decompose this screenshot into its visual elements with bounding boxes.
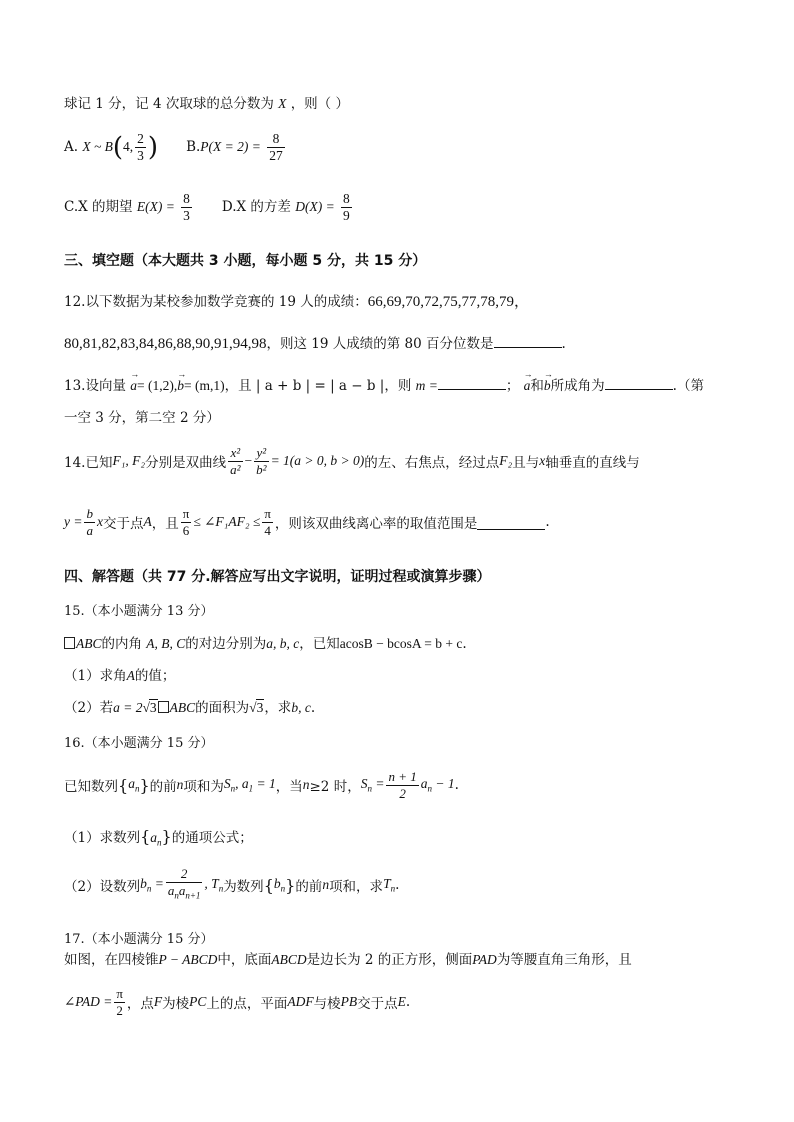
- option-b: B.P(X = 2) = $\frac{8}{27}$: [186, 130, 283, 163]
- q17-header: 17.（本小题满分 15 分）: [64, 932, 214, 947]
- intro-tail: ，则（ ）: [290, 96, 349, 112]
- q13-line-1: 13.设向量 → a= (1,2),→ b= (m,1)，且 | a + b | = | a − b |，则 m = ； → a和→ b所成角为 .（第: [64, 374, 704, 394]
- q14-line-1: 14.已知 F₁, F₂ 分别是双曲线 $\frac{\text{x²}}{\text{a²}}$ − $\frac{\text{y²}}{\text{b²}}$ = 1(a > 0, b > 0) 的左、右焦点，经过点 F₂ 且与 x 轴垂直的直线与: [64, 444, 640, 477]
- intro-var: X: [278, 96, 287, 111]
- q17-line-2: ∠PAD = $\frac{\pi}{2}$ ，点 F 为棱 PC 上的点，平面 ADF 与棱 PB 交于点 E .: [64, 985, 411, 1018]
- triangle-icon: [64, 637, 75, 649]
- q16-header: 16.（本小题满分 15 分）: [64, 736, 214, 751]
- section-3-title: 三、填空题（本大题共 3 小题，每小题 5 分，共 15 分）: [64, 253, 427, 269]
- q16-part-2: （2）设数列 $b_n$ = $\frac{2}{a_na_{n+1}}$ , $T_n$ 为数列 { $b_n$ } 的前 n 项和，求 $T_n$ .: [64, 866, 400, 901]
- option-c: C.X 的期望 E(X) = $\frac{8}{3}$: [64, 190, 190, 223]
- q16-stem: 已知数列 { $a_n$ } 的前 n 项和为 $S_n$, $a_1 = 1$ ，当 n ≥2 时， $S_n$ = $\frac{n + 1}{2}$ $a_n - 1$ .: [64, 768, 459, 801]
- option-a: A. X ~ B(4, $\frac{2}{3}$ ): [64, 130, 159, 163]
- q16-part-1: （1）求数列$\{a_n\}$的通项公式；: [64, 827, 253, 848]
- options-row-1: [64, 124, 287, 170]
- intro-line: [64, 92, 349, 112]
- q12-answer-blank[interactable]: [494, 333, 562, 348]
- section-4-title: 四、解答题（共 77 分.解答应写出文字说明，证明过程或演算步骤）: [64, 569, 491, 585]
- options-row-2: [64, 184, 354, 230]
- q13-line-2: 一空 3 分，第二空 2 分）: [64, 410, 220, 426]
- q15-part-1: （1）求角A的值；: [64, 668, 176, 684]
- q14-line-2: y = $\frac{b}{a}$ x 交于点 A ，且 $\frac{\pi}{6}$ ≤ ∠F₁AF₂ ≤ $\frac{\pi}{4}$ ，则该双曲线离心率的取值范围是 .: [64, 505, 550, 538]
- q12-line-1: 12.以下数据为某校参加数学竞赛的 19 人的成绩：66,69,70,72,75,77,78,79，: [64, 294, 529, 310]
- q13-answer-blank-1[interactable]: [438, 375, 506, 390]
- triangle-icon: [158, 701, 169, 713]
- option-d: D.X 的方差 D(X) = $\frac{8}{9}$: [221, 190, 350, 223]
- q14-answer-blank[interactable]: [477, 515, 545, 530]
- q17-line-1: 如图，在四棱锥P − ABCD中，底面ABCD是边长为 2 的正方形，侧面PAD为等腰直角三角形，且: [64, 952, 632, 968]
- q13-answer-blank-2[interactable]: [605, 375, 673, 390]
- intro-text: 球记 1 分，记 4 次取球的总分数为: [64, 96, 274, 112]
- q15-stem: ABC的内角 A, B, C的对边分别为a, b, c，已知acosB − bcosA = b + c.: [64, 632, 467, 652]
- q15-part-2: （2）若a = 2√3 ABC的面积为√3，求b, c.: [64, 700, 316, 716]
- q12-line-2: 80,81,82,83,84,86,88,90,91,94,98，则这 19 人成绩的第 80 百分位数是 .: [64, 332, 566, 353]
- q15-header: 15.（本小题满分 13 分）: [64, 604, 214, 619]
